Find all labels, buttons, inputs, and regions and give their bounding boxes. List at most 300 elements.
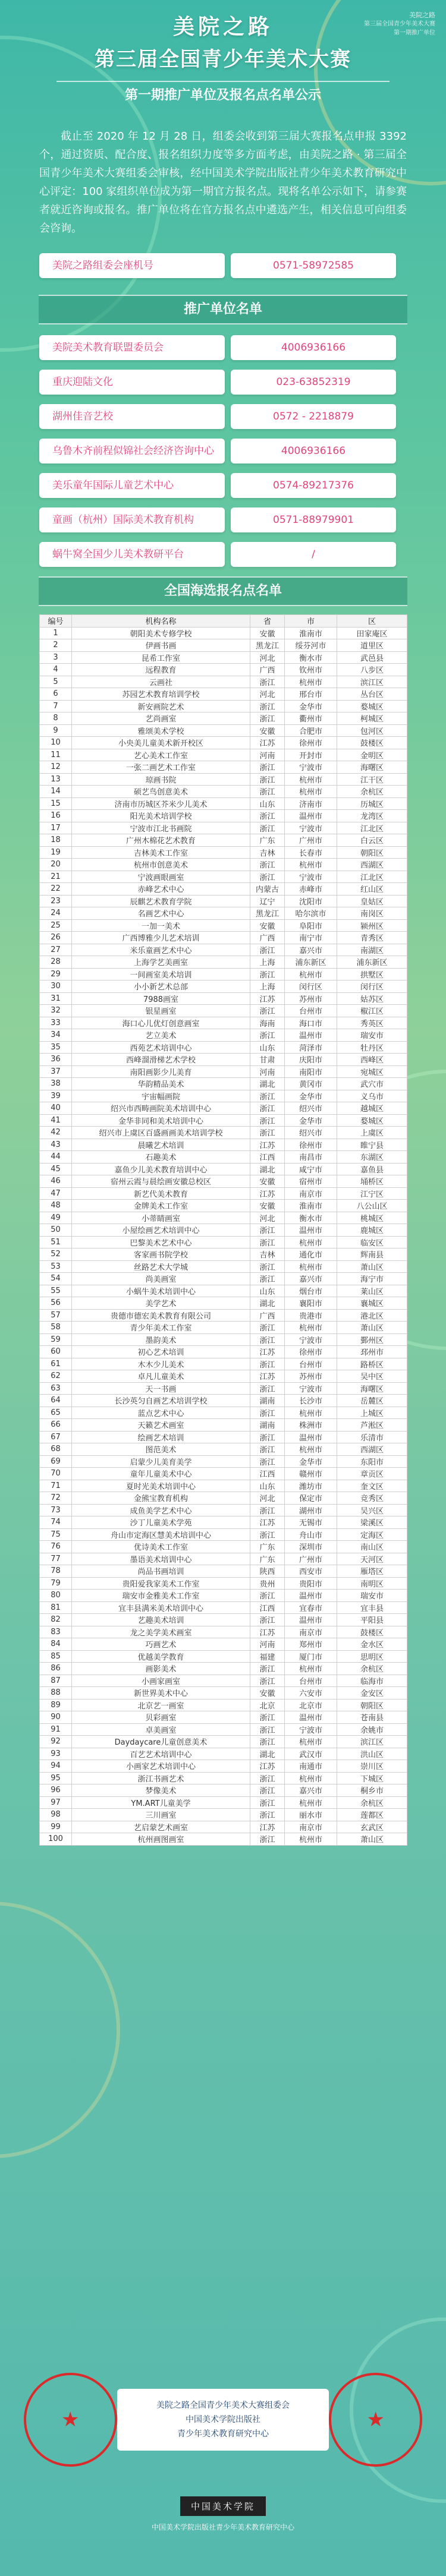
cell-city: 闵行区: [285, 980, 337, 993]
cell-name: 小画家画室: [72, 1675, 250, 1687]
cell-name: YM.ART儿童美学: [72, 1796, 250, 1809]
cell-city: 台州市: [285, 1675, 337, 1687]
cell-province: 浙江: [250, 1772, 285, 1784]
cell-province: 海南: [250, 1017, 285, 1029]
star-icon: ★: [366, 2408, 385, 2432]
cell-province: 广西: [250, 932, 285, 944]
cell-district: 萧山区: [337, 1322, 407, 1334]
cell-name: 昆希工作室: [72, 651, 250, 664]
cell-district: 龙湾区: [337, 810, 407, 822]
cell-name: 新安画院艺术: [72, 700, 250, 712]
cell-number: 16: [40, 810, 72, 822]
cell-name: 小小新艺术总部: [72, 980, 250, 993]
cell-number: 91: [40, 1723, 72, 1736]
cell-number: 90: [40, 1711, 72, 1724]
cell-name: 三川画室: [72, 1809, 250, 1821]
table-row: [40, 1346, 407, 1358]
cell-province: 湖北: [250, 1297, 285, 1310]
cell-city: 宁波市: [285, 761, 337, 774]
cell-province: 山东: [250, 1041, 285, 1054]
committee-contact: [39, 253, 446, 278]
table-row: [40, 1163, 407, 1175]
partner-phone[interactable]: 0572 - 2218879: [231, 404, 396, 429]
table-row: [40, 773, 407, 786]
cell-district: 洪山区: [337, 1748, 407, 1760]
cell-city: 嘉兴市: [285, 1273, 337, 1285]
cell-province: 浙江: [250, 1455, 285, 1468]
cell-number: 71: [40, 1480, 72, 1492]
cell-province: 上海: [250, 980, 285, 993]
cell-province: 江苏: [250, 1626, 285, 1638]
partner-phone[interactable]: /: [231, 542, 396, 567]
cell-city: 烟台市: [285, 1285, 337, 1297]
cell-name: 艺心美术工作室: [72, 749, 250, 761]
table-row: [40, 859, 407, 871]
page-subtitle: 第三届全国青少年美术大赛: [95, 48, 351, 71]
cell-district: 八公山区: [337, 1200, 407, 1212]
cell-name: 吉林美术工作室: [72, 846, 250, 859]
cell-name: 杭州市创意美术: [72, 859, 250, 871]
cell-province: 江苏: [250, 1187, 285, 1200]
cell-city: 温州市: [285, 1431, 337, 1443]
cell-city: 赣州市: [285, 1468, 337, 1480]
partner-name: 美院美术教育联盟委员会: [39, 335, 225, 360]
table-row: [40, 1005, 407, 1017]
cell-number: 56: [40, 1297, 72, 1310]
cell-number: 65: [40, 1407, 72, 1419]
table-row: [40, 1760, 407, 1773]
cell-city: 南通市: [285, 1760, 337, 1773]
table-row: [40, 639, 407, 652]
cell-district: 八步区: [337, 664, 407, 676]
cell-district: 田家庵区: [337, 627, 407, 639]
cell-city: 苏州市: [285, 1370, 337, 1383]
cell-city: 金华市: [285, 1114, 337, 1127]
cell-name: 雅颂美术学校: [72, 724, 250, 737]
cell-district: 鹿城区: [337, 1224, 407, 1237]
table-row: [40, 1796, 407, 1809]
cell-name: 小央美儿童美术新开校区: [72, 737, 250, 749]
cell-number: 73: [40, 1504, 72, 1516]
cell-city: 宁波市: [285, 1333, 337, 1346]
cell-district: 萧山区: [337, 1260, 407, 1273]
partner-name: 蜗牛窝全国少儿美术教研平台: [39, 542, 225, 567]
table-row: [40, 1382, 407, 1395]
partner-phone[interactable]: 023-63852319: [231, 370, 396, 395]
cell-number: 96: [40, 1784, 72, 1797]
cell-name: 苏园艺术教育培训学校: [72, 688, 250, 701]
cell-province: 江苏: [250, 1821, 285, 1833]
cell-name: 金熊宝教育机构: [72, 1492, 250, 1505]
cell-province: 浙江: [250, 1809, 285, 1821]
cell-number: 13: [40, 773, 72, 786]
cell-number: 74: [40, 1516, 72, 1529]
cell-district: 越城区: [337, 1102, 407, 1115]
cell-city: 海口市: [285, 1017, 337, 1029]
cell-province: 江苏: [250, 1760, 285, 1773]
cell-district: 上虞区: [337, 1127, 407, 1139]
table-row: [40, 1626, 407, 1638]
cell-number: 41: [40, 1114, 72, 1127]
cell-name: 远程教育: [72, 664, 250, 676]
cell-district: 红山区: [337, 883, 407, 896]
cell-district: 皇姑区: [337, 895, 407, 907]
cell-district: 南湖区: [337, 944, 407, 956]
cell-district: 萧山区: [337, 1833, 407, 1846]
cell-district: 海宁市: [337, 1273, 407, 1285]
cell-number: 78: [40, 1565, 72, 1578]
cell-city: 杭州市: [285, 968, 337, 980]
cell-name: 名画艺术中心: [72, 907, 250, 920]
cell-province: 湖北: [250, 1748, 285, 1760]
table-row: [40, 932, 407, 944]
cell-name: 西苑艺术培训中心: [72, 1041, 250, 1054]
cell-name: 辰麒艺术教育学院: [72, 895, 250, 907]
cell-district: 丛台区: [337, 688, 407, 701]
cell-name: 尚品书画培训: [72, 1565, 250, 1578]
partner-name: 美乐童年国际儿童艺术中心: [39, 473, 225, 498]
table-row: [40, 1784, 407, 1797]
cell-district: 海曙区: [337, 761, 407, 774]
table-row: [40, 627, 407, 639]
cell-district: 颍州区: [337, 919, 407, 932]
cell-name: 上海学艺美画室: [72, 956, 250, 969]
cell-district: 吴兴区: [337, 1504, 407, 1516]
cell-name: 小蜗牛美术培训中心: [72, 1285, 250, 1297]
cell-number: 42: [40, 1127, 72, 1139]
cell-name: 晨曦艺术培训: [72, 1139, 250, 1151]
cell-name: 启蒙少儿美育美学: [72, 1455, 250, 1468]
cell-city: 苏州市: [285, 992, 337, 1005]
cell-name: 阳光美术培训学校: [72, 810, 250, 822]
cell-city: 杭州市: [285, 1236, 337, 1248]
cell-number: 76: [40, 1541, 72, 1553]
cell-number: 33: [40, 1017, 72, 1029]
cell-number: 55: [40, 1285, 72, 1297]
seal-row: [0, 2356, 446, 2467]
cell-province: 浙江: [250, 822, 285, 834]
cell-district: 苍南县: [337, 1711, 407, 1724]
table-row: [40, 1821, 407, 1833]
cell-name: 宿州云霞与晨绘画安徽总校区: [72, 1175, 250, 1188]
cell-city: 淮南市: [285, 1200, 337, 1212]
cell-district: 滨江区: [337, 676, 407, 688]
cell-name: 赤峰艺术中心: [72, 883, 250, 896]
cell-city: 杭州市: [285, 1407, 337, 1419]
partner-phone[interactable]: 0571-88979901: [231, 507, 396, 532]
cell-district: 东湖区: [337, 1151, 407, 1164]
cell-district: 平阳县: [337, 1614, 407, 1626]
cell-city: 厦门市: [285, 1650, 337, 1663]
cell-district: 金明区: [337, 749, 407, 761]
cell-province: 广西: [250, 1309, 285, 1322]
cell-number: 39: [40, 1090, 72, 1102]
table-row: [40, 1736, 407, 1748]
cell-district: 包河区: [337, 724, 407, 737]
cell-city: 南宁市: [285, 932, 337, 944]
organizer-line: 青少年美术教育研究中心: [177, 2429, 269, 2439]
cell-city: 温州市: [285, 1711, 337, 1724]
cell-city: 通化市: [285, 1248, 337, 1261]
table-row: [40, 1492, 407, 1505]
cell-name: 丝路艺术大学城: [72, 1260, 250, 1273]
cell-province: 浙江: [250, 1723, 285, 1736]
cell-city: 杭州市: [285, 1260, 337, 1273]
cell-number: 54: [40, 1273, 72, 1285]
cell-number: 95: [40, 1772, 72, 1784]
cell-city: 淮南市: [285, 627, 337, 639]
cell-city: 阜阳市: [285, 919, 337, 932]
partner-phone[interactable]: 4006936166: [231, 335, 396, 360]
table-row: [40, 810, 407, 822]
cell-province: 广西: [250, 664, 285, 676]
cell-province: 安徽: [250, 627, 285, 639]
table-row: [40, 1723, 407, 1736]
cell-number: 26: [40, 932, 72, 944]
cell-name: 华韵精品美术: [72, 1078, 250, 1090]
cell-city: 嘉兴市: [285, 1784, 337, 1797]
cell-district: 婺城区: [337, 1114, 407, 1127]
cell-name: 艺启蒙艺术画室: [72, 1821, 250, 1833]
cell-province: 广东: [250, 834, 285, 847]
cell-city: 贵港市: [285, 1309, 337, 1322]
cell-city: 徐州市: [285, 1139, 337, 1151]
cell-number: 59: [40, 1333, 72, 1346]
cell-name: 梦像美术: [72, 1784, 250, 1797]
cell-city: 杭州市: [285, 676, 337, 688]
cell-city: 宁波市: [285, 871, 337, 883]
cell-city: 杭州市: [285, 1772, 337, 1784]
table-row: [40, 1358, 407, 1370]
cell-number: 43: [40, 1139, 72, 1151]
table-row: [40, 1431, 407, 1443]
cell-province: 安徽: [250, 1687, 285, 1700]
cell-district: 桐乡市: [337, 1784, 407, 1797]
table-row: [40, 1285, 407, 1297]
partner-row: [39, 439, 446, 464]
cell-city: 襄阳市: [285, 1297, 337, 1310]
cell-number: 10: [40, 737, 72, 749]
cell-name: 瑞安市金雅美术工作室: [72, 1590, 250, 1602]
cell-number: 97: [40, 1796, 72, 1809]
cell-number: 88: [40, 1687, 72, 1700]
cell-province: 浙江: [250, 1431, 285, 1443]
cell-district: 章贡区: [337, 1468, 407, 1480]
table-row: [40, 1041, 407, 1054]
cell-name: 贵阳爱我家美术工作室: [72, 1577, 250, 1590]
cell-name: 百艺艺术培训中心: [72, 1748, 250, 1760]
cell-district: 道里区: [337, 639, 407, 652]
cell-city: 南昌市: [285, 1151, 337, 1164]
cell-province: 河北: [250, 688, 285, 701]
table-row: [40, 1078, 407, 1090]
cell-district: 江干区: [337, 773, 407, 786]
cell-district: 余杭区: [337, 786, 407, 798]
cell-city: 湖州市: [285, 1504, 337, 1516]
cell-province: 浙江: [250, 1102, 285, 1115]
partner-phone[interactable]: 4006936166: [231, 439, 396, 464]
cell-name: 一加一美术: [72, 919, 250, 932]
cell-name: 小蒂睛画室: [72, 1212, 250, 1224]
cell-province: 浙江: [250, 786, 285, 798]
cell-province: 黑龙江: [250, 907, 285, 920]
cell-city: 丽水市: [285, 1809, 337, 1821]
cell-district: 崇川区: [337, 1760, 407, 1773]
cell-number: 81: [40, 1601, 72, 1614]
table-row: [40, 1248, 407, 1261]
cell-province: 吉林: [250, 1248, 285, 1261]
table-row: [40, 1504, 407, 1516]
cell-city: 无锡市: [285, 1516, 337, 1529]
cell-province: 浙江: [250, 1711, 285, 1724]
cell-district: 玄武区: [337, 1821, 407, 1833]
cell-city: 贵阳市: [285, 1577, 337, 1590]
cell-number: 84: [40, 1638, 72, 1651]
cell-district: 睢宁县: [337, 1139, 407, 1151]
table-row: [40, 834, 407, 847]
table-row: [40, 1333, 407, 1346]
cell-name: 巧画艺术: [72, 1638, 250, 1651]
cell-name: 墨语美术培训中心: [72, 1553, 250, 1565]
cell-city: 南京市: [285, 1626, 337, 1638]
table-row: [40, 724, 407, 737]
cell-number: 5: [40, 676, 72, 688]
cell-number: 32: [40, 1005, 72, 1017]
cell-district: 嘉鱼县: [337, 1163, 407, 1175]
cell-number: 18: [40, 834, 72, 847]
signup-table: [39, 614, 407, 1846]
cell-number: 83: [40, 1626, 72, 1638]
organizer-box: [117, 2389, 329, 2451]
cell-district: 西湖区: [337, 859, 407, 871]
cell-city: 济南市: [285, 797, 337, 810]
cell-district: 宜丰县: [337, 1601, 407, 1614]
committee-phone[interactable]: 0571-58972585: [231, 253, 396, 278]
table-row: [40, 992, 407, 1005]
section-title-signup: 全国海选报名点名单: [39, 576, 407, 606]
cell-number: 36: [40, 1054, 72, 1066]
table-row: [40, 846, 407, 859]
table-row: [40, 1590, 407, 1602]
cell-city: 钦州市: [285, 664, 337, 676]
cell-province: 浙江: [250, 968, 285, 980]
organizer-line: 中国美术学院出版社: [186, 2415, 260, 2424]
cell-name: 贝彩画室: [72, 1711, 250, 1724]
cell-name: 浙江书画艺术: [72, 1772, 250, 1784]
cell-name: 艺尚画室: [72, 712, 250, 725]
cell-province: 江苏: [250, 1516, 285, 1529]
cell-city: 杭州市: [285, 1322, 337, 1334]
table-row: [40, 664, 407, 676]
cell-district: 金安区: [337, 1687, 407, 1700]
table-row: [40, 1139, 407, 1151]
cell-district: 姑苏区: [337, 992, 407, 1005]
cell-province: 浙江: [250, 761, 285, 774]
table-row: [40, 1029, 407, 1042]
cell-province: 安徽: [250, 724, 285, 737]
column-header-province: 省: [250, 615, 285, 628]
table-row: [40, 1468, 407, 1480]
cell-district: 武穴市: [337, 1078, 407, 1090]
cell-district: 临安区: [337, 1236, 407, 1248]
cell-number: 38: [40, 1078, 72, 1090]
cell-province: 安徽: [250, 1175, 285, 1188]
cell-district: 港北区: [337, 1309, 407, 1322]
cell-city: 温州市: [285, 1029, 337, 1042]
table-row: [40, 968, 407, 980]
cell-district: 金水区: [337, 1638, 407, 1651]
table-row: [40, 1017, 407, 1029]
table-row: [40, 1528, 407, 1541]
table-row: [40, 1419, 407, 1432]
table-row: [40, 1541, 407, 1553]
cell-province: 安徽: [250, 919, 285, 932]
table-row: [40, 1663, 407, 1675]
cell-district: 西峰区: [337, 1054, 407, 1066]
cell-district: 天河区: [337, 1553, 407, 1565]
brand-corner-line: 第一期推广单位: [394, 30, 435, 36]
cell-number: 100: [40, 1833, 72, 1846]
cell-city: 哈尔滨市: [285, 907, 337, 920]
cell-number: 8: [40, 712, 72, 725]
table-row: [40, 786, 407, 798]
cell-district: 辉南县: [337, 1248, 407, 1261]
cell-province: 浙江: [250, 1614, 285, 1626]
cell-province: 浙江: [250, 1322, 285, 1334]
cell-city: 庆阳市: [285, 1054, 337, 1066]
cell-province: 浙江: [250, 1833, 285, 1846]
cell-province: 浙江: [250, 1407, 285, 1419]
cell-number: 79: [40, 1577, 72, 1590]
cell-city: 杭州市: [285, 1833, 337, 1846]
cell-name: 艺趣美术培训: [72, 1614, 250, 1626]
cell-number: 48: [40, 1200, 72, 1212]
cell-number: 1: [40, 627, 72, 639]
cell-number: 63: [40, 1382, 72, 1395]
partner-row: [39, 370, 446, 395]
organizer-line: 美院之路全国青少年美术大赛组委会: [156, 2401, 290, 2410]
cell-district: 下城区: [337, 1772, 407, 1784]
cell-name: 小画家艺术培训中心: [72, 1760, 250, 1773]
cell-number: 31: [40, 992, 72, 1005]
cell-number: 77: [40, 1553, 72, 1565]
cell-name: 海口心儿优灯创意画室: [72, 1017, 250, 1029]
cell-name: 美学艺术: [72, 1297, 250, 1310]
cell-city: 赤峰市: [285, 883, 337, 896]
table-row: [40, 1224, 407, 1237]
cell-province: 浙江: [250, 1029, 285, 1042]
cell-district: 莲都区: [337, 1809, 407, 1821]
cell-province: 浙江: [250, 1333, 285, 1346]
partner-phone[interactable]: 0574-89217376: [231, 473, 396, 498]
cell-number: 92: [40, 1736, 72, 1748]
cell-name: 琼画书院: [72, 773, 250, 786]
cell-district: 武邑县: [337, 651, 407, 664]
cell-number: 47: [40, 1187, 72, 1200]
cell-name: 长沙英匀自画艺术培训学校: [72, 1395, 250, 1407]
cell-city: 杭州市: [285, 773, 337, 786]
cell-name: 嘉鱼少儿美术教育培训中心: [72, 1163, 250, 1175]
cell-province: 河南: [250, 1065, 285, 1078]
cell-province: 浙江: [250, 944, 285, 956]
cell-district: 雁塔区: [337, 1565, 407, 1578]
table-row: [40, 1236, 407, 1248]
cell-province: 河南: [250, 1638, 285, 1651]
column-header-number: 编号: [40, 615, 72, 628]
cell-district: 瑞安市: [337, 1590, 407, 1602]
cell-city: 金华市: [285, 1090, 337, 1102]
table-row: [40, 1395, 407, 1407]
